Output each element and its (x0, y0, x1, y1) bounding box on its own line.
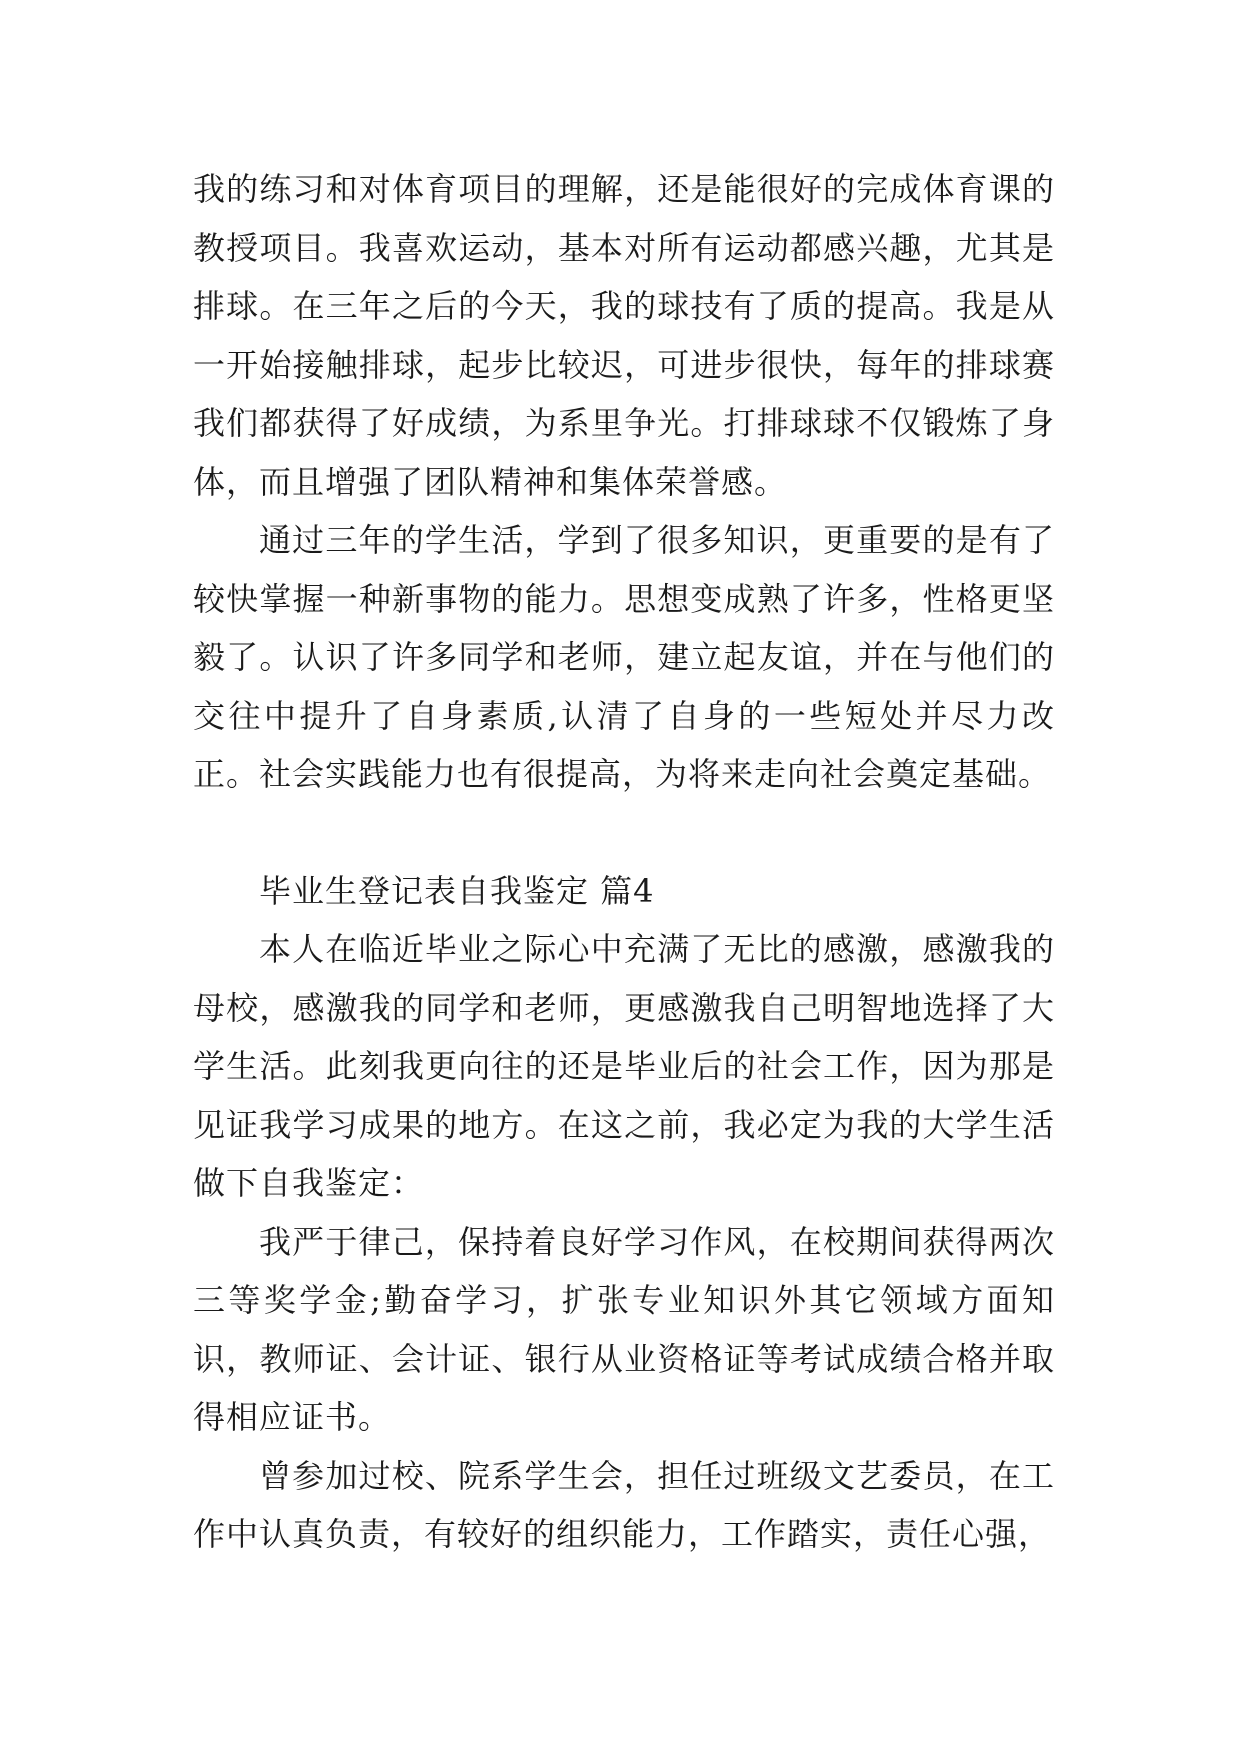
body-paragraph-5: 曾参加过校、院系学生会，担任过班级文艺委员，在工作中认真负责，有较好的组织能力，工作踏实，责任心强， (193, 1456, 1055, 1553)
body-paragraph-2: 通过三年的学生活，学到了很多知识，更重要的是有了较快掌握一种新事物的能力。思想变成熟了许多，性格更坚毅了。认识了许多同学和老师，建立起友谊，并在与他们的交往中提升了自身素质,认清了自身的一些短处并尽力改正。社会实践能力也有很提高，为将来走向社会奠定基础。 (193, 521, 1055, 793)
section-heading: 毕业生登记表自我鉴定 篇4 (259, 871, 655, 910)
body-paragraph-3: 本人在临近毕业之际心中充满了无比的感激，感激我的母校，感激我的同学和老师，更感激我自己明智地选择了大学生活。此刻我更向往的还是毕业后的社会工作，因为那是见证我学习成果的地方。在这之前，我必定为我的大学生活做下自我鉴定： (193, 930, 1055, 1202)
body-paragraph-1: 我的练习和对体育项目的理解，还是能很好的完成体育课的教授项目。我喜欢运动，基本对所有运动都感兴趣，尤其是排球。在三年之后的今天，我的球技有了质的提高。我是从一开始接触排球，起步比较迟，可进步很快，每年的排球赛我们都获得了好成绩，为系里争光。打排球球不仅锻炼了身体，而且增强了团队精神和集体荣誉感。 (193, 170, 1055, 501)
document-page (193, 160, 1055, 1564)
section-spacer (193, 804, 1055, 862)
body-paragraph-4: 我严于律己，保持着良好学习作风，在校期间获得两次三等奖学金;勤奋学习，扩张专业知识外其它领域方面知识，教师证、会计证、银行从业资格证等考试成绩合格并取得相应证书。 (193, 1222, 1055, 1436)
